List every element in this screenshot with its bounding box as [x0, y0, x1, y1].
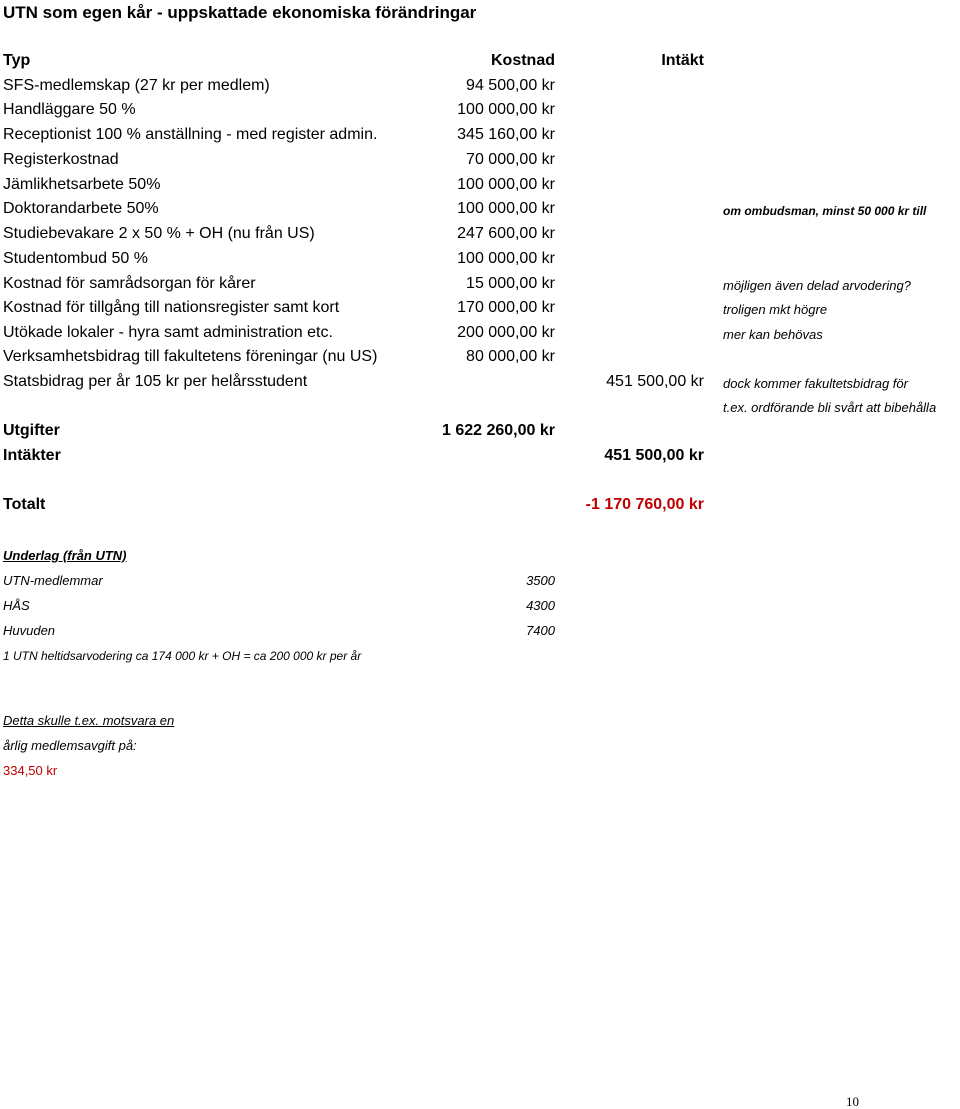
row-kostnad: 200 000,00 kr [457, 324, 555, 341]
intakter-label: Intäkter [3, 447, 61, 464]
row-note: om ombudsman, minst 50 000 kr till [723, 204, 927, 218]
row-label: Utökade lokaler - hyra samt administration etc. [3, 324, 333, 341]
row-label: Receptionist 100 % anställning - med register admin. [3, 126, 378, 143]
row-kostnad: 100 000,00 kr [457, 250, 555, 267]
row-label: Handläggare 50 % [3, 101, 136, 118]
row-kostnad: 247 600,00 kr [457, 225, 555, 242]
row-label: Statsbidrag per år 105 kr per helårsstudent [3, 373, 308, 390]
row-kostnad: 100 000,00 kr [457, 101, 555, 118]
header-intakt: Intäkt [661, 52, 704, 69]
underlag-label: UTN-medlemmar [3, 573, 103, 588]
intakter-value: 451 500,00 kr [604, 447, 704, 464]
row-label: Doktorandarbete 50% [3, 200, 159, 217]
underlag-label: HÅS [3, 598, 30, 613]
totalt-value: -1 170 760,00 kr [585, 496, 704, 513]
underlag-value: 7400 [526, 623, 555, 638]
underlag-value: 4300 [526, 598, 555, 613]
row-kostnad: 94 500,00 kr [466, 77, 555, 94]
row-label: Studentombud 50 % [3, 250, 148, 267]
row-kostnad: 15 000,00 kr [466, 275, 555, 292]
row-label: Jämlikhetsarbete 50% [3, 176, 161, 193]
underlag-heading: Underlag (från UTN) [3, 548, 127, 563]
row-label: SFS-medlemskap (27 kr per medlem) [3, 77, 270, 94]
row-label: Verksamhetsbidrag till fakultetens föreningar (nu US) [3, 348, 378, 365]
row-kostnad: 80 000,00 kr [466, 348, 555, 365]
medlemsavgift-line2: årlig medlemsavgift på: [3, 738, 137, 753]
underlag-footnote: 1 UTN heltidsarvodering ca 174 000 kr + OH = ca 200 000 kr per år [3, 649, 362, 663]
row-kostnad: 345 160,00 kr [457, 126, 555, 143]
medlemsavgift-line1: Detta skulle t.ex. motsvara en [3, 713, 175, 728]
row-label: Kostnad för samrådsorgan för kårer [3, 275, 256, 292]
page-title: UTN som egen kår - uppskattade ekonomiska förändringar [3, 3, 477, 22]
row-label: Registerkostnad [3, 151, 119, 168]
utgifter-label: Utgifter [3, 422, 60, 439]
row-kostnad: 70 000,00 kr [466, 151, 555, 168]
underlag-label: Huvuden [3, 623, 56, 638]
row-note: möjligen även delad arvodering? [723, 278, 911, 293]
row-label: Studiebevakare 2 x 50 % + OH (nu från US) [3, 225, 315, 242]
utgifter-value: 1 622 260,00 kr [442, 422, 555, 439]
page-number: 10 [846, 1094, 859, 1109]
medlemsavgift-value: 334,50 kr [3, 763, 58, 778]
underlag-value: 3500 [526, 573, 555, 588]
row-kostnad: 100 000,00 kr [457, 176, 555, 193]
header-kostnad: Kostnad [491, 52, 555, 69]
row-kostnad: 100 000,00 kr [457, 200, 555, 217]
row-note: mer kan behövas [723, 327, 823, 342]
header-typ: Typ [3, 52, 31, 69]
row-intakt: 451 500,00 kr [606, 373, 704, 390]
row-note: dock kommer fakultetsbidrag för [723, 376, 908, 391]
row-note: troligen mkt högre [723, 302, 828, 317]
row-label: Kostnad för tillgång till nationsregister samt kort [3, 299, 340, 316]
row-kostnad: 170 000,00 kr [457, 299, 555, 316]
totalt-label: Totalt [3, 496, 46, 513]
note-continuation: t.ex. ordförande bli svårt att bibehålla [723, 400, 937, 415]
